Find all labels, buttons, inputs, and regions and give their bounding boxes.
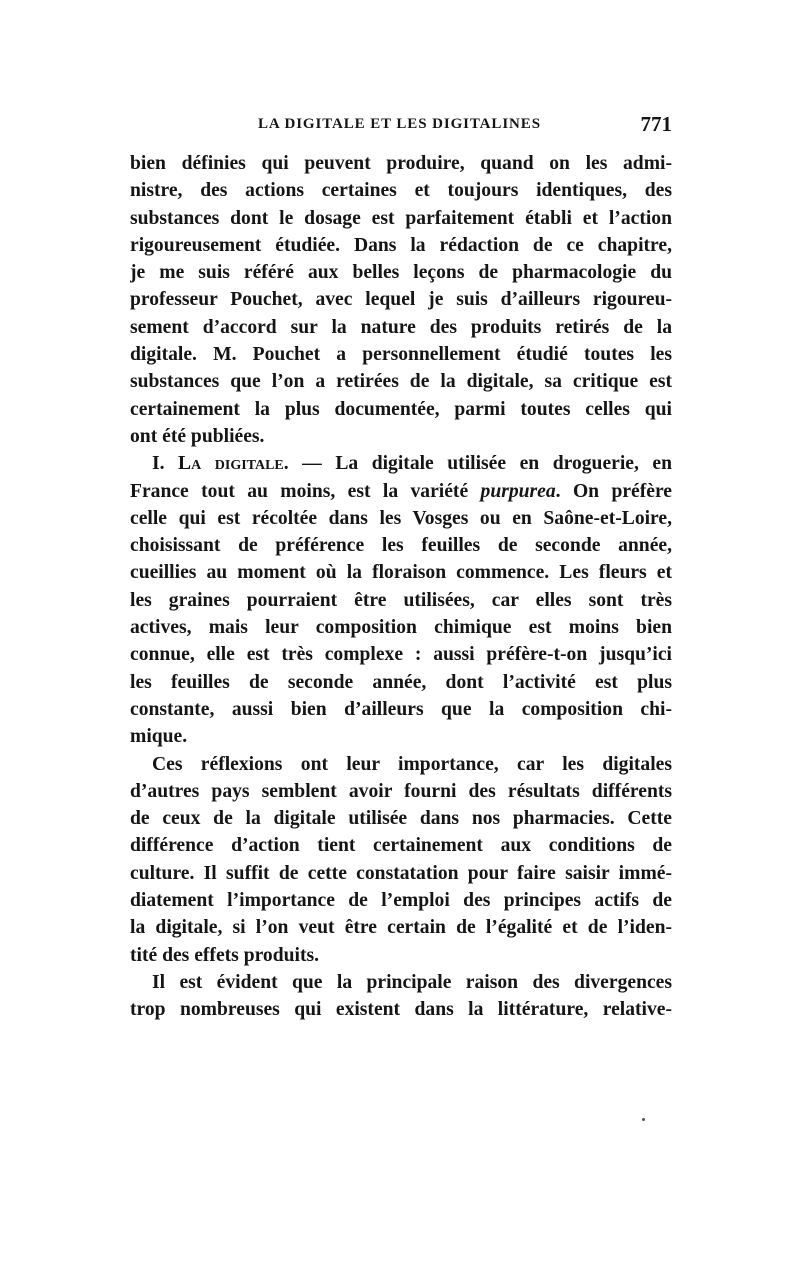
- text-line: digitale. M. Pouchet a personnellement étudié toutes les: [130, 344, 672, 366]
- text-line: Il est évident que la principale raison des divergences: [152, 971, 672, 993]
- text-line: choisissant de préférence les feuilles de seconde année,: [130, 535, 672, 557]
- running-head: [130, 112, 672, 142]
- paragraph-1: [130, 150, 672, 450]
- text-line: de ceux de la digitale utilisée dans nos pharmacies. Cette: [130, 808, 672, 830]
- species-name: purpurea: [480, 480, 556, 502]
- text-line: diatement l’importance de l’emploi des principes actifs de: [130, 890, 672, 912]
- text-run: La digitale utilisée en droguerie, en: [335, 453, 672, 475]
- section-first-line: [130, 450, 672, 477]
- text-line: sement d’accord sur la nature des produits retirés de la: [130, 316, 672, 338]
- text-run: . On préfère: [555, 480, 672, 502]
- text-line: actives, mais leur composition chimique est moins bien: [130, 617, 672, 639]
- text-run: France tout au moins, est la variété: [130, 480, 481, 502]
- text-line: je me suis référé aux belles leçons de pharmacologie du: [130, 262, 672, 284]
- text-line: professeur Pouchet, avec lequel je suis d’ailleurs rigoureu-: [130, 289, 672, 311]
- paragraph-2: [130, 450, 672, 750]
- text-line: bien définies qui peuvent produire, quand on les admi-: [130, 153, 672, 174]
- text-line: substances que l’on a retirées de la digitale, sa critique est: [130, 371, 672, 393]
- text-line: la digitale, si l’on veut être certain de l’égalité et de l’iden-: [130, 917, 672, 939]
- text-line: les feuilles de seconde année, dont l’activité est plus: [130, 671, 672, 693]
- section-heading: I. La digitale.: [152, 453, 289, 475]
- page-number: 771: [640, 112, 672, 136]
- text-line: certainement la plus documentée, parmi toutes celles qui: [130, 398, 672, 420]
- text-line: Ces réflexions ont leur importance, car les digitales: [152, 753, 672, 775]
- paragraph-3: [130, 751, 672, 969]
- text-line: trop nombreuses qui existent dans la littérature, relative-: [130, 999, 672, 1021]
- print-speck: [642, 1118, 645, 1121]
- text-line: nistre, des actions certaines et toujours identiques, des: [130, 180, 672, 202]
- text-line: tité des effets produits.: [130, 944, 320, 966]
- text-line: [130, 478, 672, 505]
- text-line: constante, aussi bien d’ailleurs que la composition chi-: [130, 698, 672, 720]
- text-line: différence d’action tient certainement aux conditions de: [130, 835, 672, 857]
- text-line: cueillies au moment où la floraison commence. Les fleurs et: [130, 562, 672, 584]
- text-line: ont été publiées.: [130, 425, 265, 447]
- text-line: culture. Il suffit de cette constatation pour faire saisir immé-: [130, 862, 672, 884]
- text-line: d’autres pays semblent avoir fourni des résultats différents: [130, 780, 672, 802]
- text-line: les graines pourraient être utilisées, car elles sont très: [130, 589, 672, 611]
- paragraph-4: [130, 969, 672, 1024]
- text-line: rigoureusement étudiée. Dans la rédaction de ce chapitre,: [130, 234, 672, 256]
- text-line: mique.: [130, 726, 188, 748]
- running-title: LA DIGITALE ET LES DIGITALINES: [258, 116, 541, 132]
- text-line: substances dont le dosage est parfaitement établi et l’action: [130, 207, 672, 229]
- text-line: celle qui est récoltée dans les Vosges ou en Saône-et-Loire,: [130, 507, 672, 529]
- body-text: [130, 150, 672, 1024]
- text-line: connue, elle est très complexe : aussi préfère-t-on jusqu’ici: [130, 644, 672, 666]
- em-dash: —: [288, 453, 336, 475]
